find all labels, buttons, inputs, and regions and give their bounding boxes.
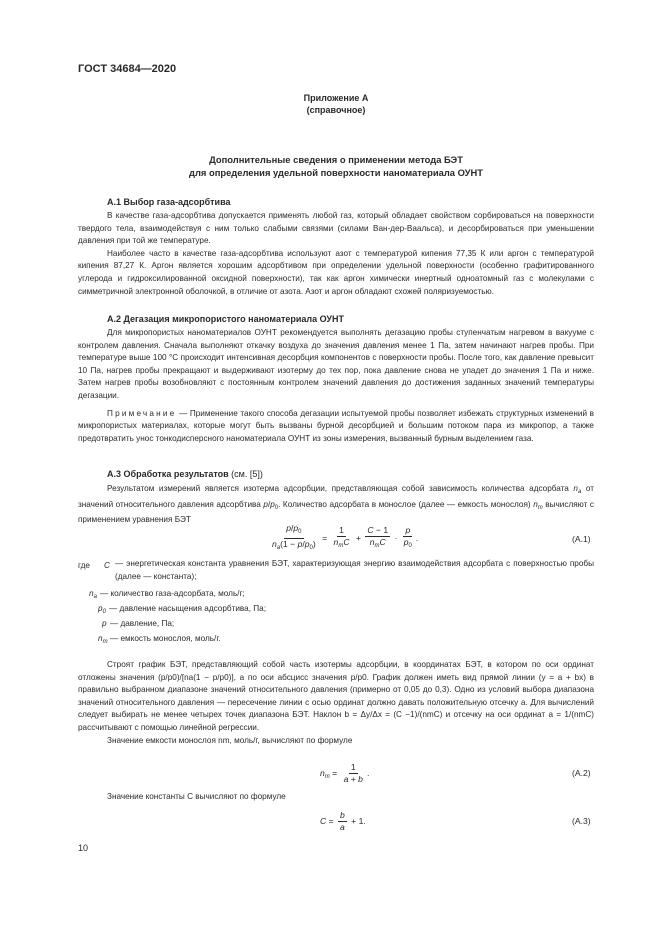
definition-p0: — давление насыщения адсорбтива, Па; [109,604,266,613]
text-run: от значений относительного давления адсорбтива [78,484,594,509]
section-a2-heading: А.2 Дегазация микропористого наноматериала ОУНТ [107,314,344,324]
definition-p: — давление, Па; [110,619,175,628]
symbol-p: p [102,619,107,628]
section-a3-formula-intro [78,791,594,804]
heading-reference: (см. [5]) [228,469,263,479]
paragraph: Наиболее часто в качестве газа-адсорбтива используют азот с температурой кипения 77,35 К или аргон с температурой кипения 87,27 К. Аргон является хорошим адсорбтивом при определении удельной поверхности (особенно графитированного углерода и гидроксилированной оксидной поверхности), так как аргон химически инертный одноатомный газ с молекулами с симметричной электронной оболочкой, в отличие от азота. Азот и аргон обладают схожей поляризуемостью. [78,248,594,296]
section-a3-intro: Результатом измерений является изотерма адсорбции, представляющая собой зависимость количества адсорбата $n_a$ от значений относительного давления адсорбтива $p/p_0$. Количество адсорбата в монослое (далее — емкость монослоя) $n_m$ вычисляют с применением уравнения БЭТ [78,484,595,525]
note-label: Примечание [107,408,177,418]
where-label: где [78,561,90,570]
definition-na: — количество газа-адсорбата, моль/г; [100,589,245,598]
paragraph: В качестве газа-адсорбтива допускается применять любой газ, который обладает свойством сорбироваться на поверхности твердого тела, взаимодействуя с ним только слабыми связями (силами Ван-дер-Ваальса), и десорбироваться при уменьшении давления при той же температуре. [78,211,594,246]
equation-a2-number: (А.2) [572,768,591,778]
note [78,408,594,446]
heading-text: А.3 Обработка результатов [107,469,229,479]
paragraph: Для микропористых наноматериалов ОУНТ рекомендуется выполнять дегазацию пробы ступенчатым нагревом в вакууме с контролем давления. Сначала выполняют откачку воздуха до значения давления менее 1 Па, затем начинают нагрев пробы. При температуре выше 100 °С происходит интенсивная десорбция компонентов с поверхности пробы. После того, как давление превысит 10 Па, нагрев пробы прекращают и выдерживают изотерму до тех пор, пока давление снова не упадет до значения 1 Па и ниже. Затем нагрев пробы возобновляют с постоянным контролем значений давления до достижения заданных значений температуры дегазации. [78,328,594,400]
main-title-line2: для определения удельной поверхности наноматериала ОУНТ [189,167,483,178]
appendix-subtitle: (справочное) [306,105,366,115]
section-a3-body [78,659,594,747]
definition-C: — энергетическая константа уравнения БЭТ, характеризующая энергию взаимодействия адсорбата с поверхностью пробы (далее — константа); [115,559,594,581]
section-a2-body [78,327,594,445]
main-title-line1: Дополнительные сведения о применении метода БЭТ [209,154,463,165]
paragraph: Значение емкости монослоя nm, моль/г, вычисляют по формуле [107,735,353,745]
equation-a3-number: (А.3) [572,816,591,826]
section-a1-body [78,210,594,298]
symbol-C: C [104,561,110,570]
paragraph: Строят график БЭТ, представляющий собой часть изотермы адсорбции, в координатах БЭТ, в котором по оси ординат отложены значения (p/p0)/[na(1 − p/p0)], а по оси абсцисс значения p/p0. График должен иметь вид прямой линии (y = a + bx) в правильно выбранном диапазоне значений относительного давления (примерно от 0,05 до 0,3). Одно из условий выбора диапазона значений относительного давления — пересечение линии с осью ординат должно давать положительную отсечку a. Для вычислений следует выбирать не менее четырех точек диапазона БЭТ. Наклон b = Δy/Δx = (C −1)/(nmC) и отсечку на оси ординат a = 1/(nmC) рассчитывают с помощью линейной регрессии. [78,660,594,732]
symbol-definitions [78,558,594,648]
text-run: вычисляют с применением уравнения БЭТ [78,499,595,525]
paragraph: Значение константы C вычисляют по формуле [107,792,286,801]
symbol-na: $n_a$ [89,589,97,600]
appendix-title: Приложение А [303,93,369,103]
equation-a3: C = $\frac{b}{a}$ + 1. [320,810,366,832]
section-a1-heading: А.1 Выбор газа-адсорбтива [107,197,231,207]
page-number: 10 [78,843,89,853]
standard-header: ГОСТ 34684—2020 [78,63,177,75]
equation-a1: $\frac{p/p_0}{n_a(1 - p/p_0)}$ = $\frac{1}{n_mC}$ + $\frac{C - 1}{n_mC}$ · $\frac{p}{p_0}$ . [272,523,419,551]
section-a3-heading [107,469,263,479]
definition-nm: — емкость монослоя, моль/г. [110,634,221,643]
symbol-nm: $n_m$ [98,634,108,645]
note-text: — Применение такого способа дегазации испытуемой пробы позволяет избежать структурных изменений в микропористых материалах, которые могут быть вызваны бурной десорбцией и большим потоком пара из микропор, а также предотвратить унос тонкодисперсного наноматериала ОУНТ из зоны измерения, вызванный бурным выделением газа. [78,408,594,443]
text-run: . Количество адсорбата в монослое (далее — емкость монослоя) [278,499,534,509]
text-run: Результатом измерений является изотерма адсорбции, представляющая собой зависимость количества адсорбата [107,484,574,493]
equation-a2: $n_m$ = $\frac{1}{a + b}$ . [320,762,370,784]
symbol-p0: $p_0$ [98,604,106,615]
equation-a1-number: (А.1) [572,534,591,544]
